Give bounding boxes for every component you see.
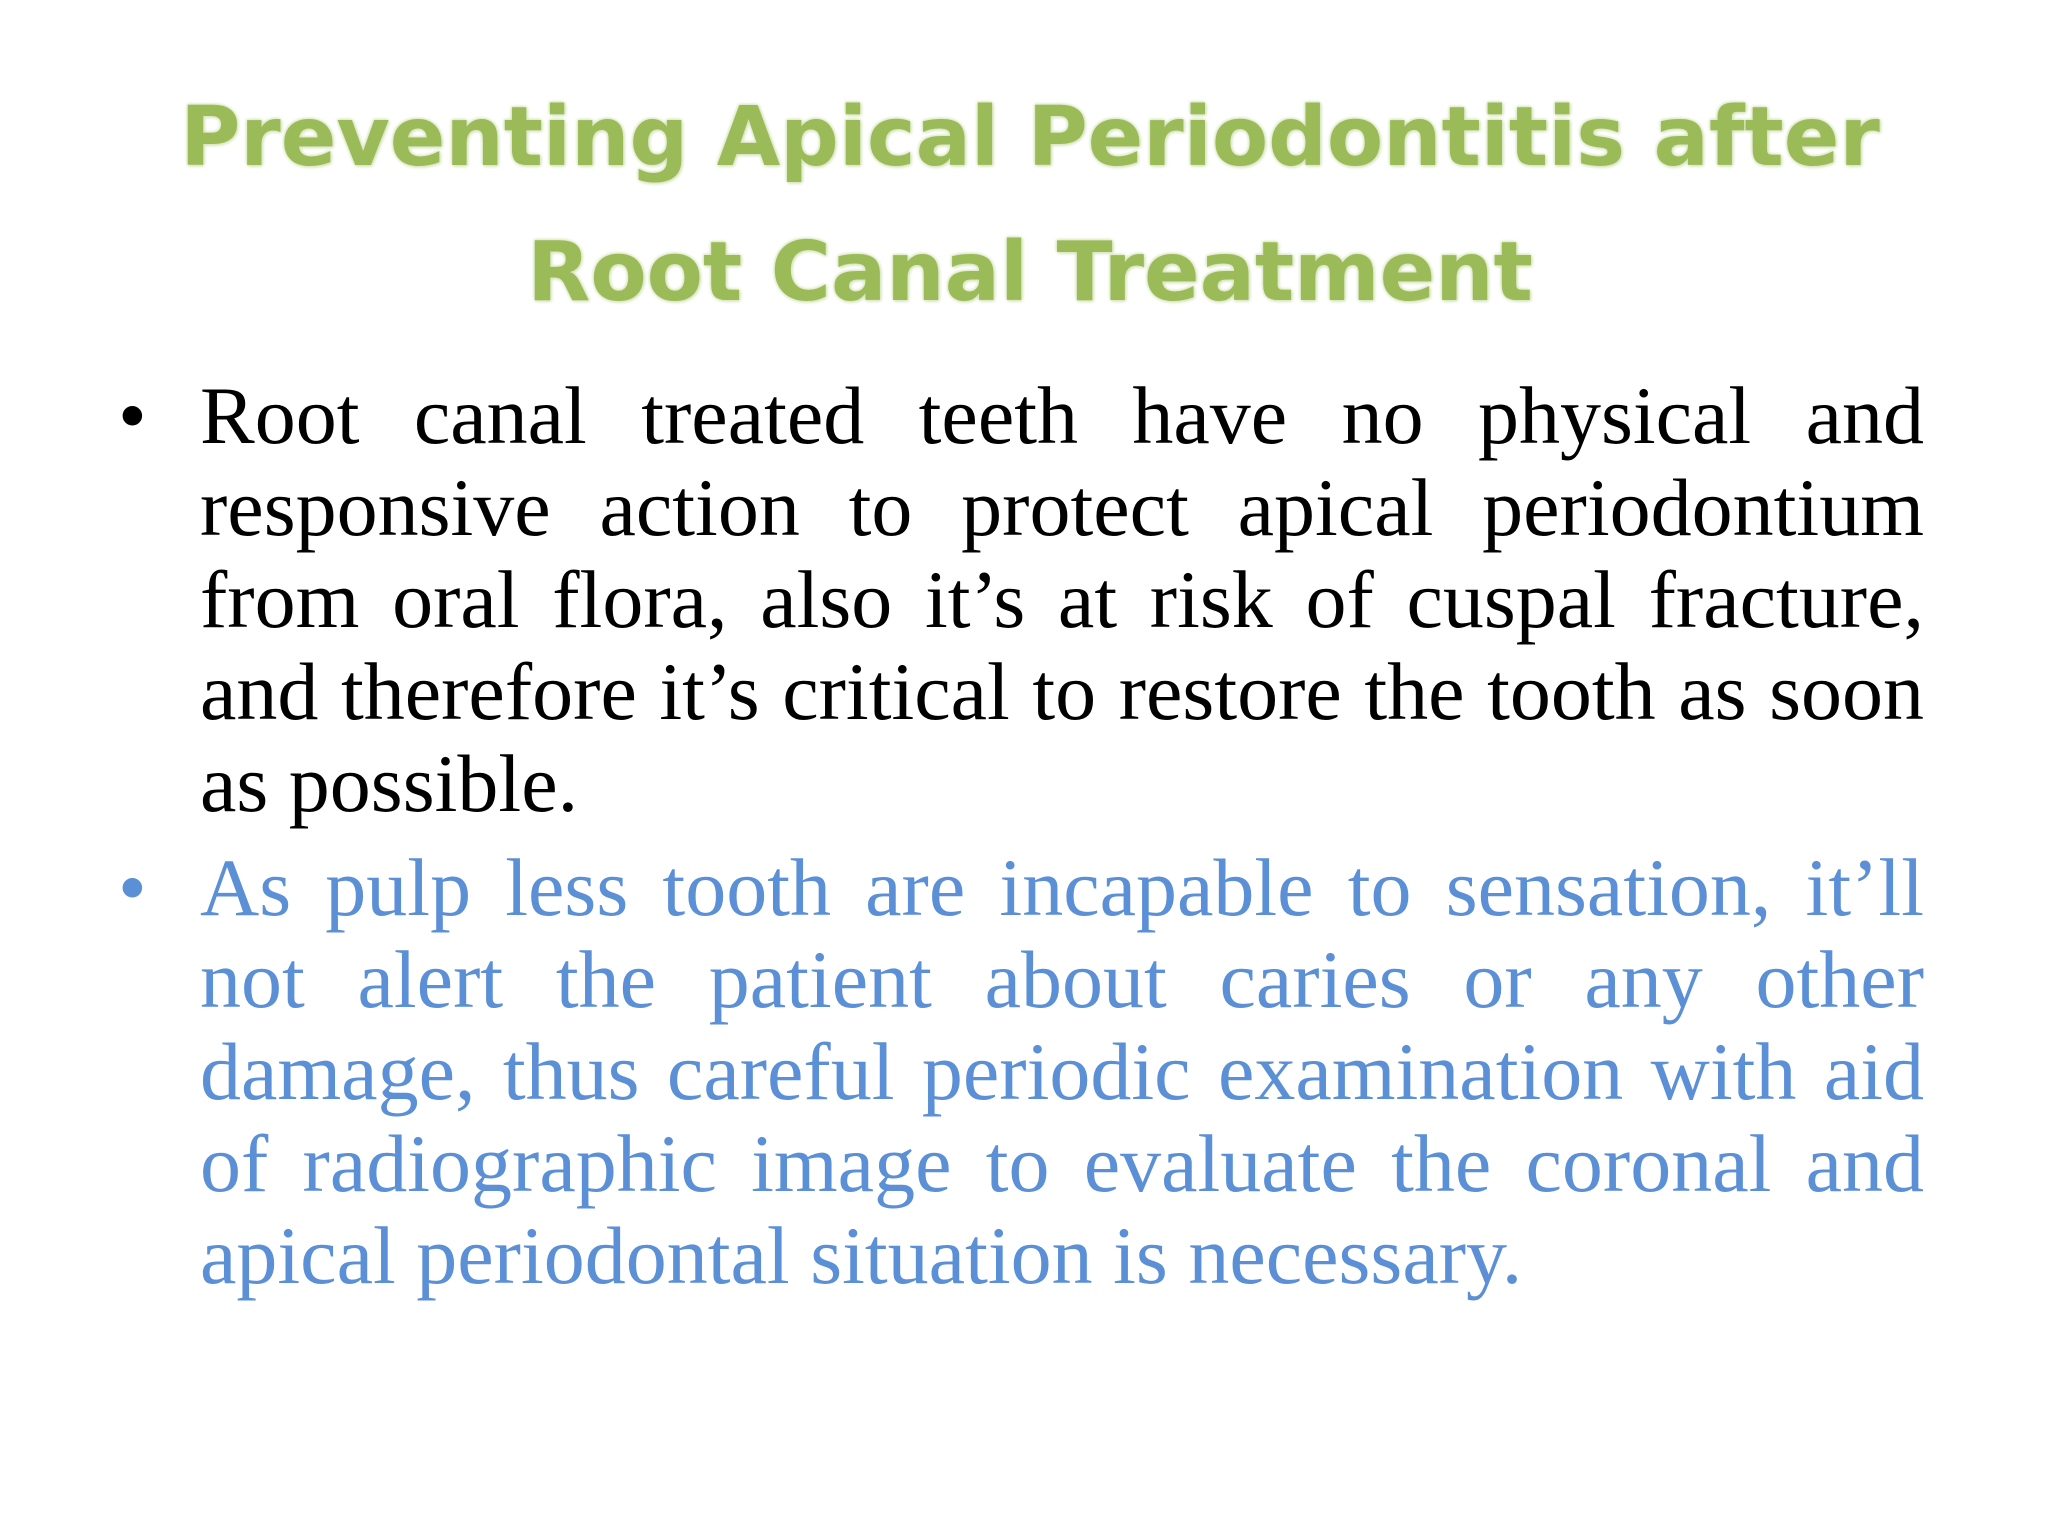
bullet-text: As pulp less tooth are incapable to sensation, it’ll not alert the patient about caries or any other damage, thus careful periodic examination with aid of radiographic image to evaluate the coronal and apical periodontal situation is necessary. <box>200 842 1924 1301</box>
bullet-marker: • <box>118 370 147 461</box>
slide-title-line-1: Preventing Apical Periodontitis after <box>180 90 1880 185</box>
bullet-text: Root canal treated teeth have no physical and responsive action to protect apical periodontium from oral flora, also it’s at risk of cuspal fracture, and therefore it’s critical to restore the tooth as soon as possible. <box>200 370 1924 829</box>
bullet-list <box>118 370 1924 1314</box>
bullet-item-restore-tooth <box>118 370 1924 830</box>
bullet-marker: • <box>118 842 147 933</box>
bullet-item-periodic-examination <box>118 842 1924 1302</box>
slide-title <box>150 70 1910 340</box>
slide-title-line-2: Root Canal Treatment <box>527 225 1533 320</box>
